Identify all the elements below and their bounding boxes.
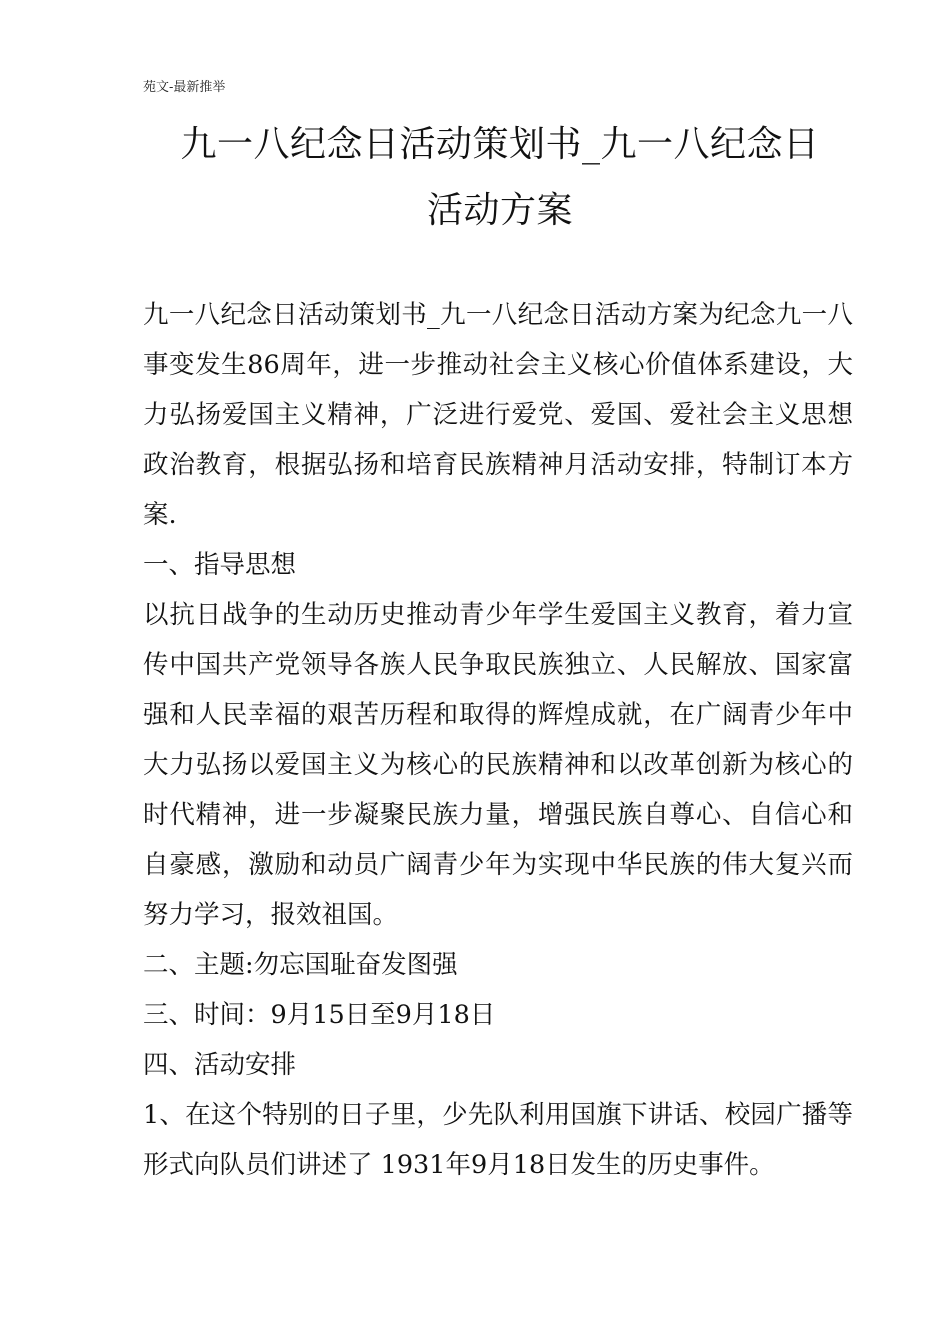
title-line-1: 九一八纪念日活动策划书_九一八纪念日	[180, 124, 820, 165]
title-line-2: 活动方案	[426, 190, 573, 231]
section-heading-activity-arrangement: 四、活动安排	[143, 1050, 297, 1080]
section-heading-guiding-thought: 一、指导思想	[143, 550, 297, 580]
document-body	[143, 290, 853, 1190]
intro-paragraph: 九一八纪念日活动策划书_九一八纪念日活动方案为纪念九一八事变发生86周年，进一步推动社会主义核心价值体系建设，大力弘扬爱国主义精神，广泛进行爱党、爱国、爱社会主义思想政治教育，根据弘扬和培育民族精神月活动安排，特制订本方案.	[143, 300, 853, 530]
activity-item-1: 1、在这个特别的日子里，少先队利用国旗下讲话、校园广播等形式向队员们讲述了 1931年9月18日发生的历史事件。	[143, 1100, 853, 1180]
section-theme: 二、主题:勿忘国耻奋发图强	[143, 950, 458, 980]
section-time: 三、时间：9月15日至9月18日	[143, 1000, 496, 1030]
header-note: 苑文-最新推举	[143, 80, 226, 95]
document-title	[120, 112, 880, 244]
guiding-thought-paragraph: 以抗日战争的生动历史推动青少年学生爱国主义教育，着力宣传中国共产党领导各族人民争取民族独立、人民解放、国家富强和人民幸福的艰苦历程和取得的辉煌成就，在广阔青少年中大力弘扬以爱国主义为核心的民族精神和以改革创新为核心的时代精神，进一步凝聚民族力量，增强民族自尊心、自信心和自豪感，激励和动员广阔青少年为实现中华民族的伟大复兴而努力学习，报效祖国。	[143, 600, 853, 930]
